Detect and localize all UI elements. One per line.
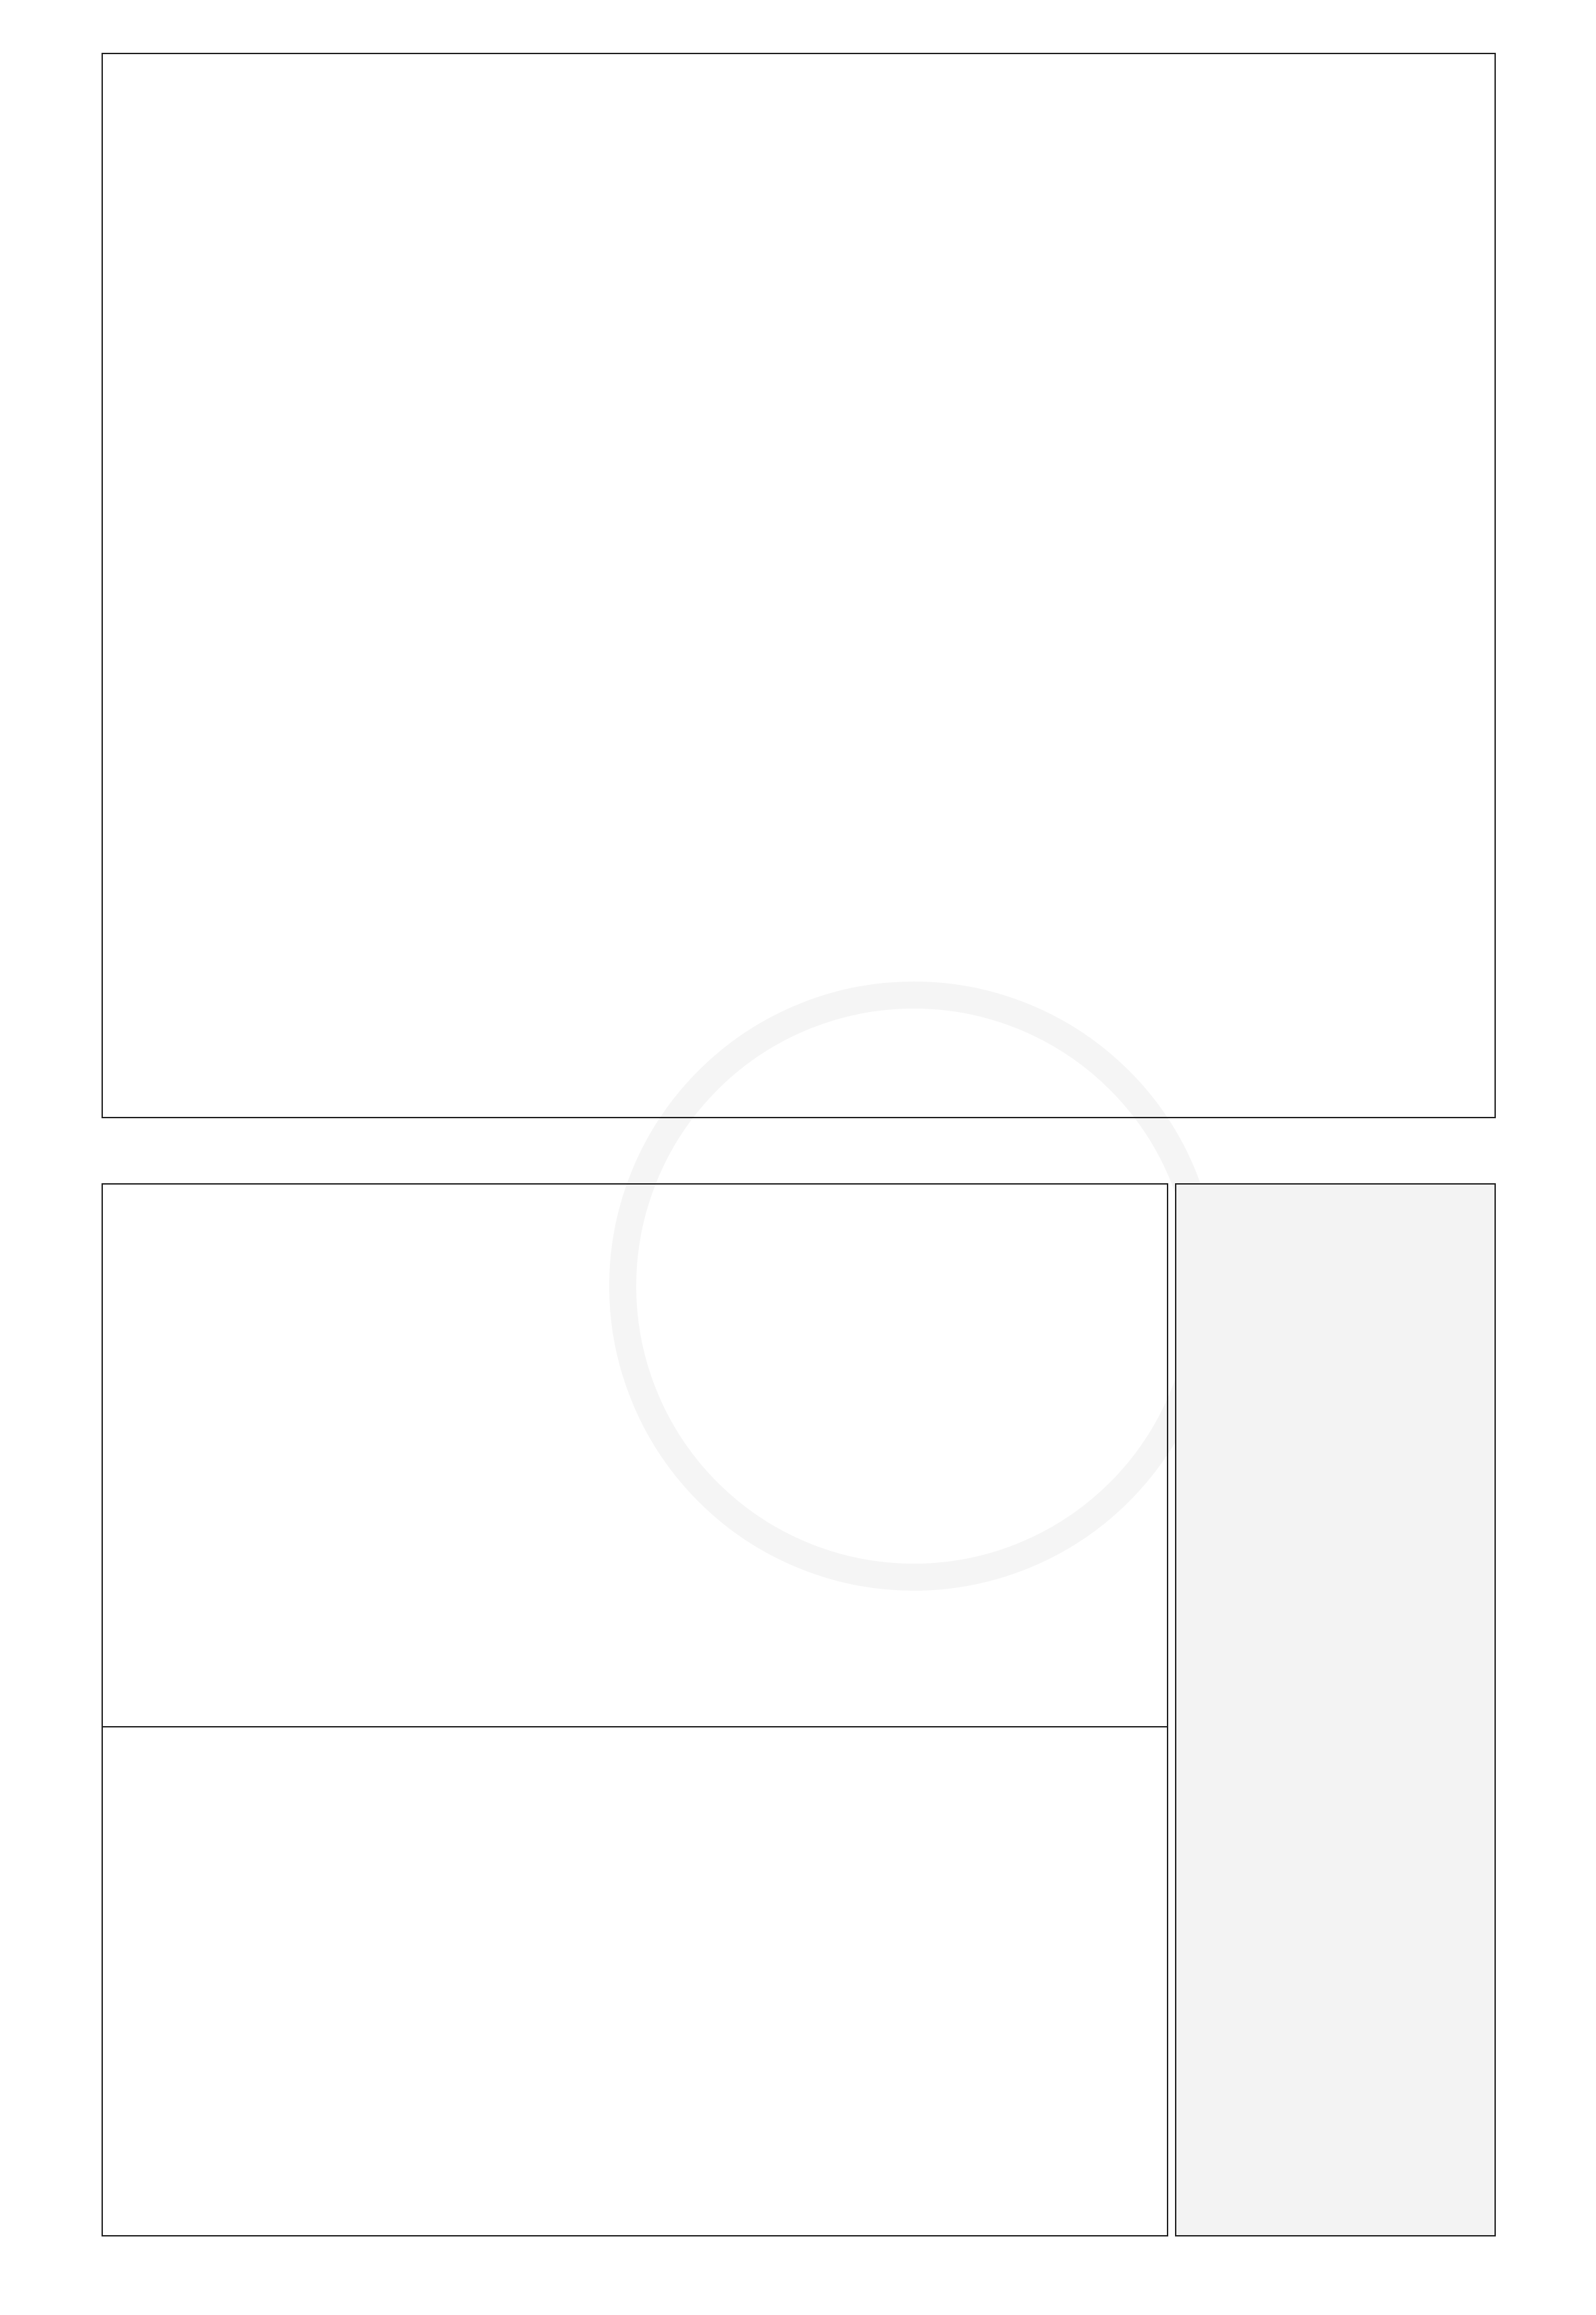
agents-area: [102, 1183, 1168, 2236]
bottom-wrap: [102, 1183, 1496, 2236]
agents-row-2: [102, 1727, 1168, 2236]
bottom-sheet: [102, 1151, 1496, 2236]
depot-sections: [102, 53, 1496, 1118]
bottom-header: [102, 1151, 1496, 1183]
summary-panel: [1175, 1183, 1496, 2236]
top-sheet: [102, 20, 1496, 1118]
agents-row-1: [102, 1183, 1168, 1727]
top-header: [102, 20, 1496, 53]
